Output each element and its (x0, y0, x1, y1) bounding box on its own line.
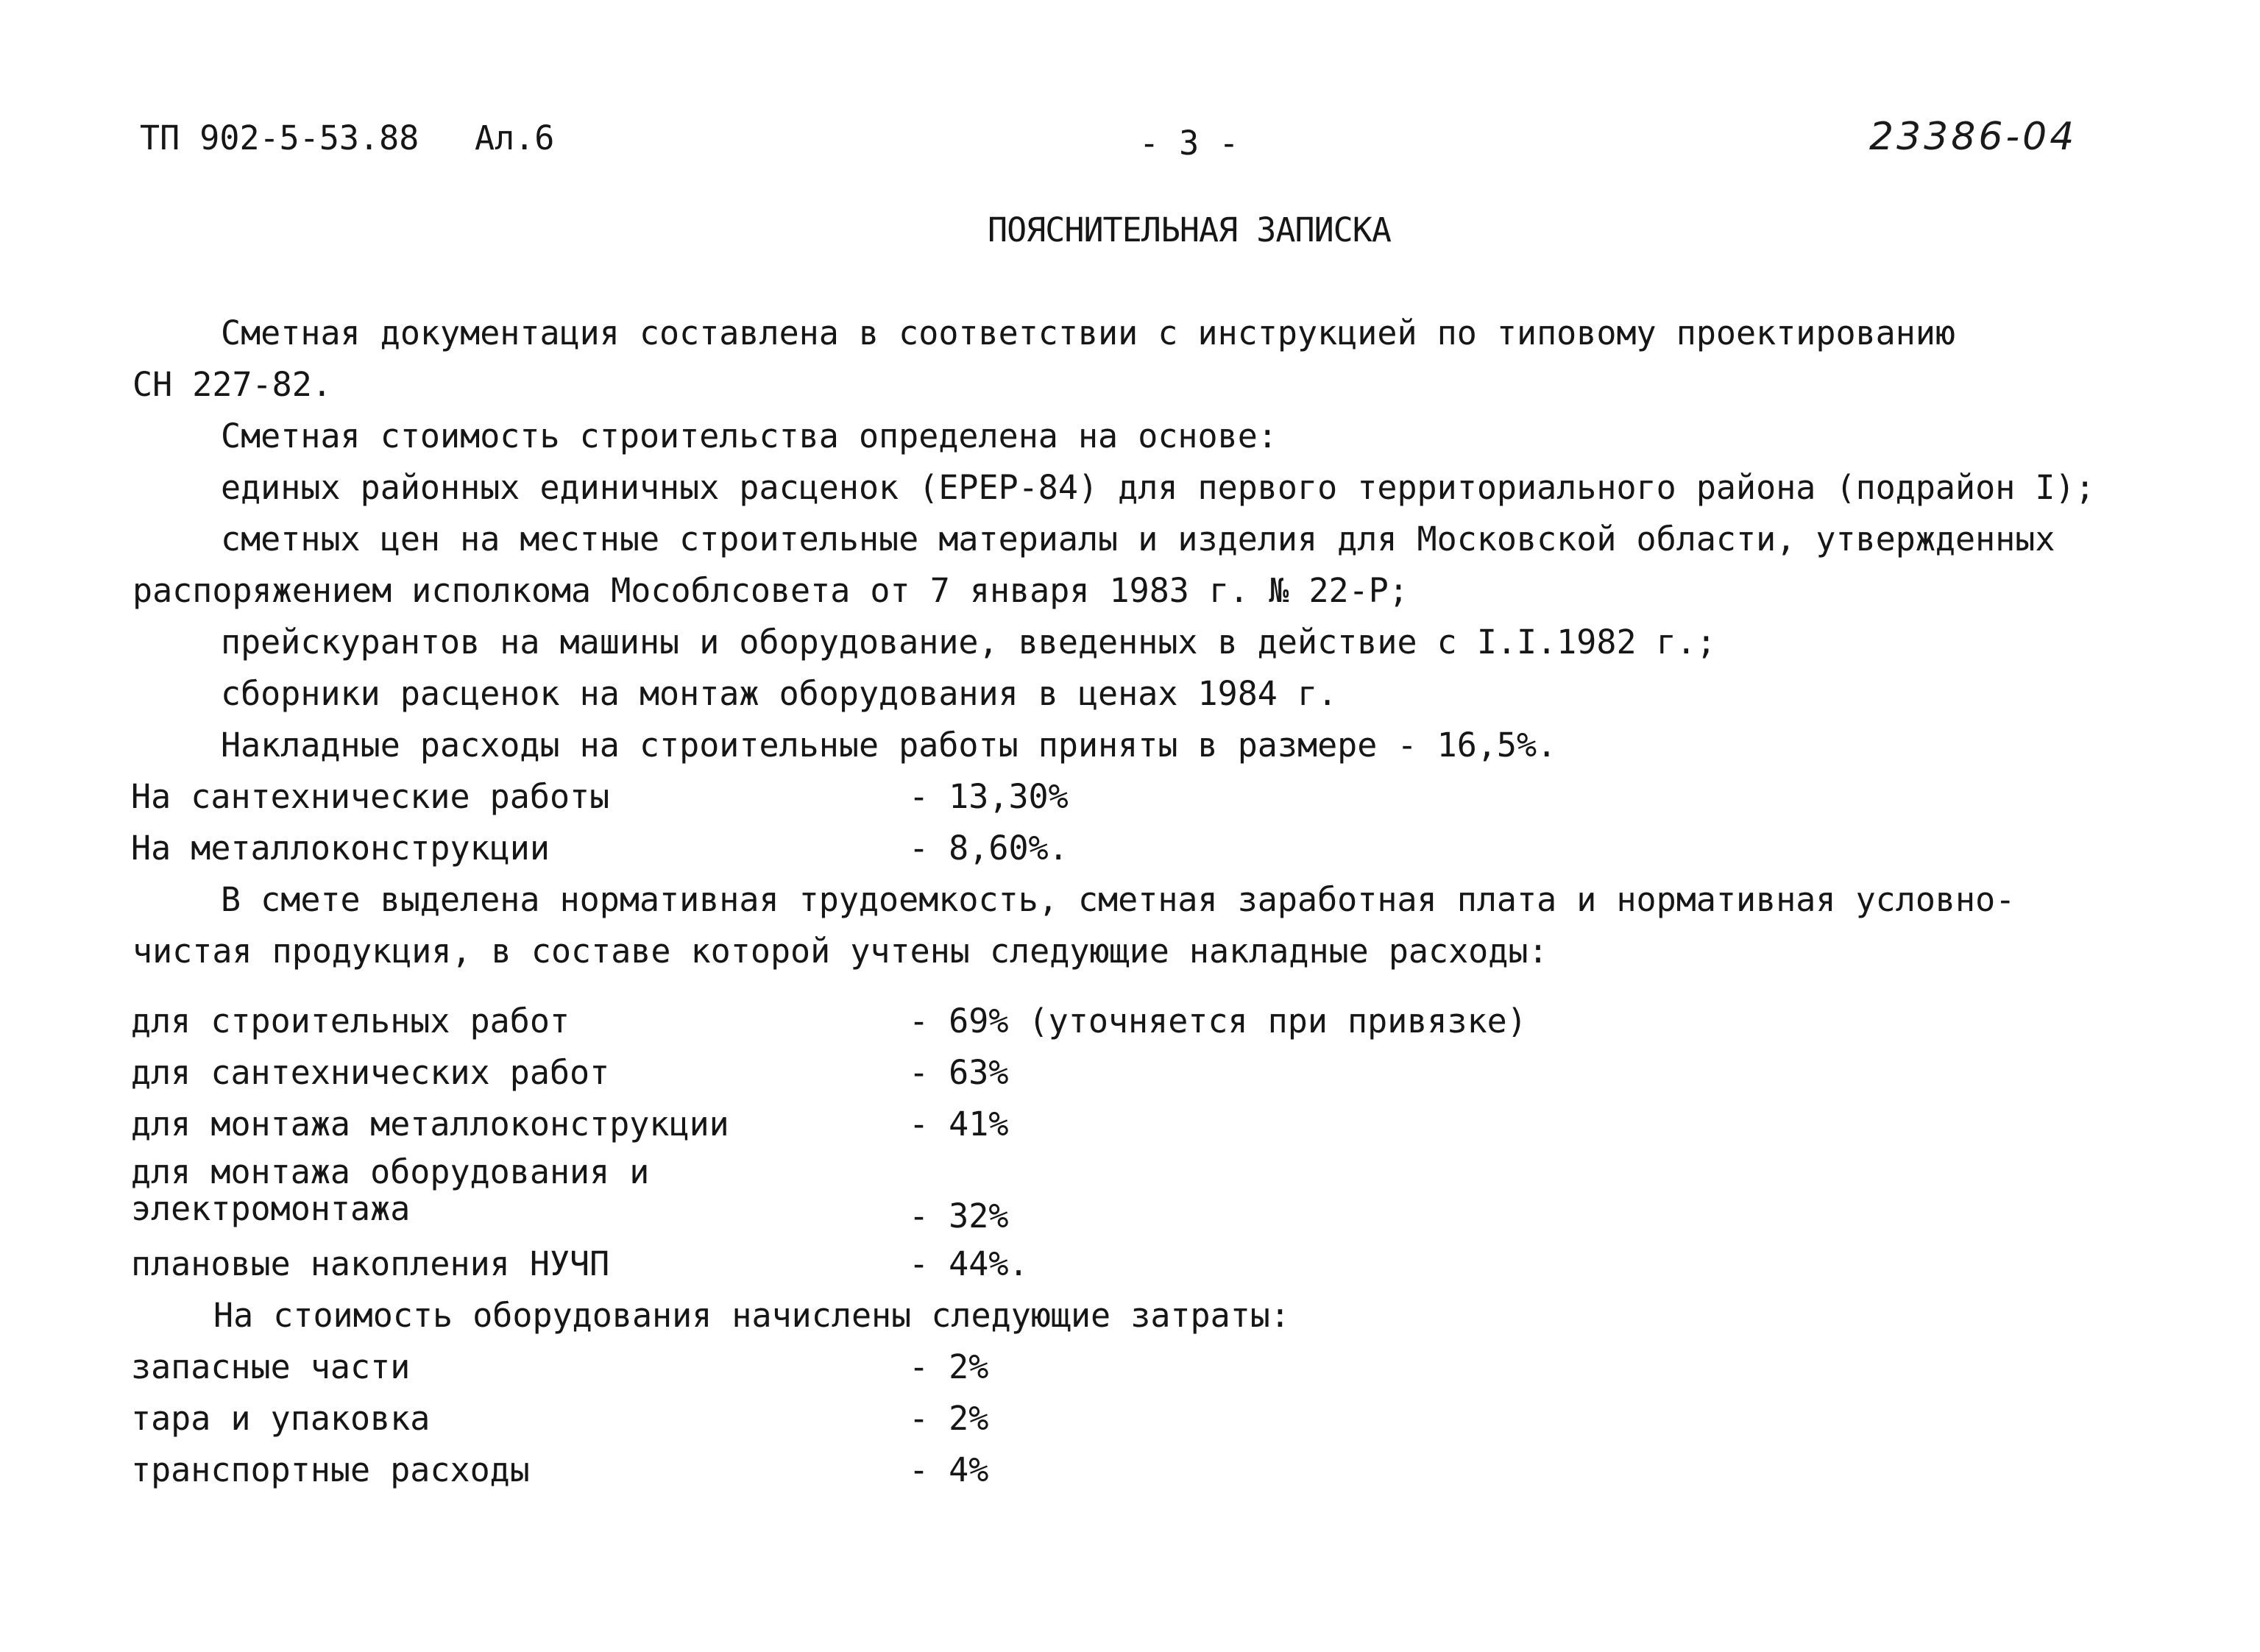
paragraph-1-line-1: Сметная документация составлена в соответствии с инструкцией по типовому проектированию (221, 313, 1956, 352)
normative-label-construction: для строительных работ (131, 1002, 570, 1041)
equipment-value-transport: - 4% (909, 1450, 989, 1489)
normative-value-planned-savings: - 44%. (909, 1244, 1029, 1283)
equipment-intro: На стоимость оборудования начислены следующие затраты: (213, 1296, 1290, 1335)
overhead-value-metal: - 8,60%. (909, 829, 1069, 868)
paragraph-2: Сметная стоимость строительства определена на основе: (221, 416, 1278, 455)
paragraph-7: Накладные расходы на строительные работы приняты в размере - 16,5%. (221, 726, 1557, 765)
overhead-value-plumbing: - 13,30% (909, 777, 1069, 816)
equipment-label-packaging: тара и упаковка (131, 1399, 431, 1438)
paragraph-3: единых районных единичных расценок (ЕРЕР-84) для первого территориального района (подрайон I); (221, 468, 2095, 507)
normative-label-equipment-line-2: электромонтажа (131, 1189, 411, 1228)
normative-value-equipment: - 32% (909, 1197, 1009, 1236)
paragraph-4-line-1: сметных цен на местные строительные материалы и изделия для Московской области, утвержденных (221, 520, 2055, 559)
equipment-label-spare-parts: запасные части (131, 1347, 411, 1386)
equipment-value-spare-parts: - 2% (909, 1347, 989, 1386)
paragraph-4-line-2: распоряжением исполкома Мособлсовета от 7 января 1983 г. № 22-Р; (132, 571, 1409, 610)
normative-label-metal: для монтажа металлоконструкции (131, 1105, 729, 1144)
page-number: - 3 - (1139, 124, 1239, 163)
normative-line-2: чистая продукция, в составе которой учтены следующие накладные расходы: (132, 932, 1548, 971)
handwritten-number: 23386-04 (1869, 115, 2077, 159)
paragraph-5: прейскурантов на машины и оборудование, введенных в действие с I.I.1982 г.; (221, 623, 1716, 662)
equipment-value-packaging: - 2% (909, 1399, 989, 1438)
normative-value-metal: - 41% (909, 1105, 1009, 1144)
paragraph-6: сборники расценок на монтаж оборудования в ценах 1984 г. (221, 674, 1338, 713)
normative-value-construction: - 69% (уточняется при привязке) (909, 1002, 1527, 1041)
document-code: ТП 902-5-53.88 (140, 118, 419, 157)
normative-line-1: В смете выделена нормативная трудоемкость, сметная заработная плата и нормативная условно- (221, 880, 2016, 919)
equipment-label-transport: транспортные расходы (131, 1450, 530, 1489)
normative-label-planned-savings: плановые накопления НУЧП (131, 1244, 610, 1283)
normative-label-equipment-line-1: для монтажа оборудования и (131, 1152, 650, 1191)
document-title: ПОЯСНИТЕЛЬНАЯ ЗАПИСКА (988, 210, 1391, 249)
album-number: Ал.6 (475, 118, 555, 157)
normative-value-plumbing: - 63% (909, 1053, 1009, 1092)
paragraph-1-line-2: СН 227-82. (132, 365, 332, 404)
overhead-label-plumbing: На сантехнические работы (131, 777, 610, 816)
normative-label-plumbing: для сантехнических работ (131, 1053, 610, 1092)
overhead-label-metal: На металлоконструкции (131, 829, 550, 868)
